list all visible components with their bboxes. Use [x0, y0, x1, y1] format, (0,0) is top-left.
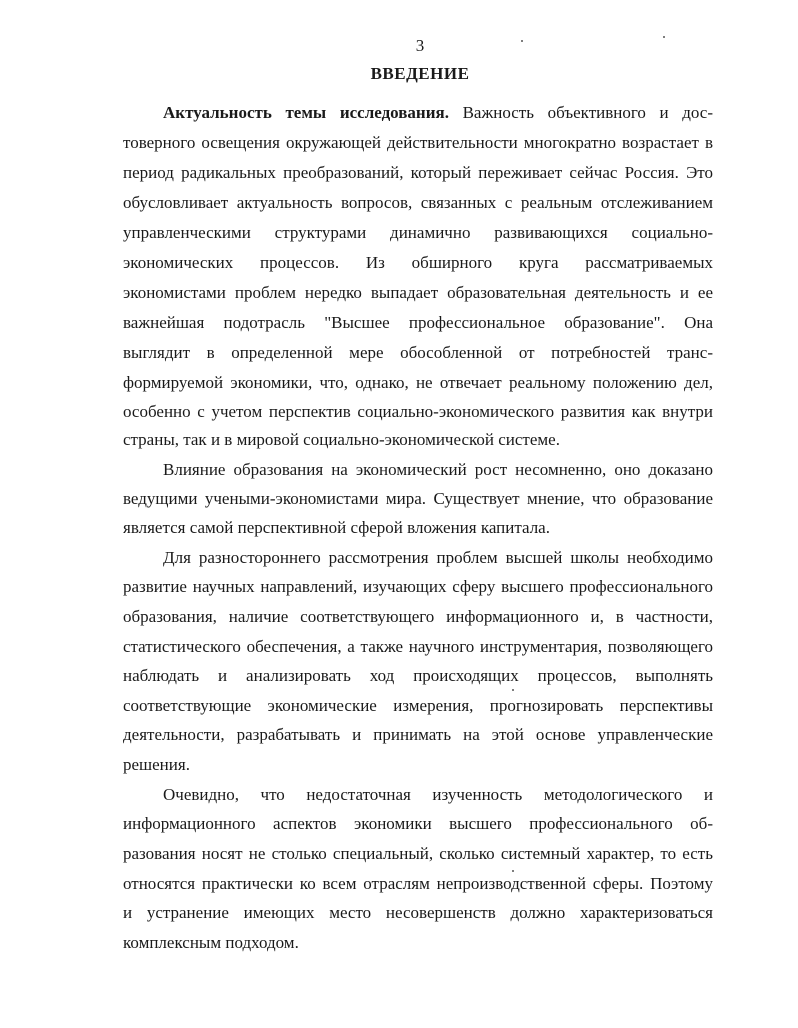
paragraph-2-line-2: ведущими учеными-экономистами мира. Существует мнение, что образование [123, 489, 713, 508]
paragraph-1-line-3: период радикальных преобразований, который переживает сейчас Россия. Это [123, 163, 713, 182]
paragraph-3-line-2: развитие научных направлений, изучающих сферу высшего профессионального [123, 577, 713, 596]
paragraph-1-line-8: важнейшая подотрасль "Высшее профессиональное образование". Она [123, 313, 713, 332]
paragraph-3-line-6: соответствующие экономические измерения, прогнозировать перспективы [123, 696, 713, 715]
paragraph-1-line-1 [163, 103, 713, 123]
paragraph-3-line-8: решения. [123, 755, 190, 774]
paragraph-1-line-11: особенно с учетом перспектив социально-экономического развития как внутри [123, 402, 713, 421]
paragraph-1-line-2: товерного освещения окружающей действительности многократно возрастает в [123, 133, 713, 152]
scan-speck [512, 870, 514, 872]
scan-speck [521, 40, 523, 42]
paragraph-lead-bold: Актуальность темы исследования. [163, 103, 449, 122]
paragraph-3-line-4: статистического обеспечения, а также научного инструментария, позволяющего [123, 637, 713, 656]
paragraph-3-line-7: деятельности, разрабатывать и принимать на этой основе управленческие [123, 725, 713, 744]
paragraph-1-line-4: обусловливает актуальность вопросов, связанных с реальным отслеживанием [123, 193, 713, 212]
paragraph-4-line-2: информационного аспектов экономики высшего профессионального об- [123, 814, 713, 833]
paragraph-4-line-4: относятся практически ко всем отраслям непроизводственной сферы. Поэтому [123, 874, 713, 893]
paragraph-1-line-6: экономических процессов. Из обширного круга рассматриваемых [123, 253, 713, 272]
paragraph-1-line-5: управленческими структурами динамично развивающихся социально- [123, 223, 713, 242]
paragraph-2-line-1: Влияние образования на экономический рост несомненно, оно доказано [163, 460, 713, 479]
paragraph-2-line-3: является самой перспективной сферой вложения капитала. [123, 518, 550, 537]
scan-speck [663, 36, 665, 38]
section-heading: ВВЕДЕНИЕ [370, 64, 470, 83]
page-number: 3 [415, 36, 425, 55]
paragraph-1-line-12: страны, так и в мировой социально-экономической системе. [123, 430, 560, 449]
paragraph-3-line-3: образования, наличие соответствующего информационного и, в частности, [123, 607, 713, 626]
paragraph-3-line-1: Для разностороннего рассмотрения проблем высшей школы необходимо [163, 548, 713, 567]
paragraph-1-line-7: экономистами проблем нередко выпадает образовательная деятельность и ее [123, 283, 713, 302]
paragraph-4-line-1: Очевидно, что недостаточная изученность методологического и [163, 785, 713, 804]
paragraph-1-line-9: выглядит в определенной мере обособленной от потребностей транс- [123, 343, 713, 362]
scan-speck [512, 689, 514, 691]
paragraph-3-line-5: наблюдать и анализировать ход происходящих процессов, выполнять [123, 666, 713, 685]
paragraph-4-line-6: комплексным подходом. [123, 933, 299, 952]
paragraph-4-line-3: разования носят не столько специальный, сколько системный характер, то есть [123, 844, 713, 863]
paragraph-4-line-5: и устранение имеющих место несовершенств должно характеризоваться [123, 903, 713, 922]
paragraph-1-line-10: формируемой экономики, что, однако, не отвечает реальному положению дел, [123, 373, 713, 392]
paragraph-1-line-1-text: Важность объективного и дос- [462, 103, 714, 122]
